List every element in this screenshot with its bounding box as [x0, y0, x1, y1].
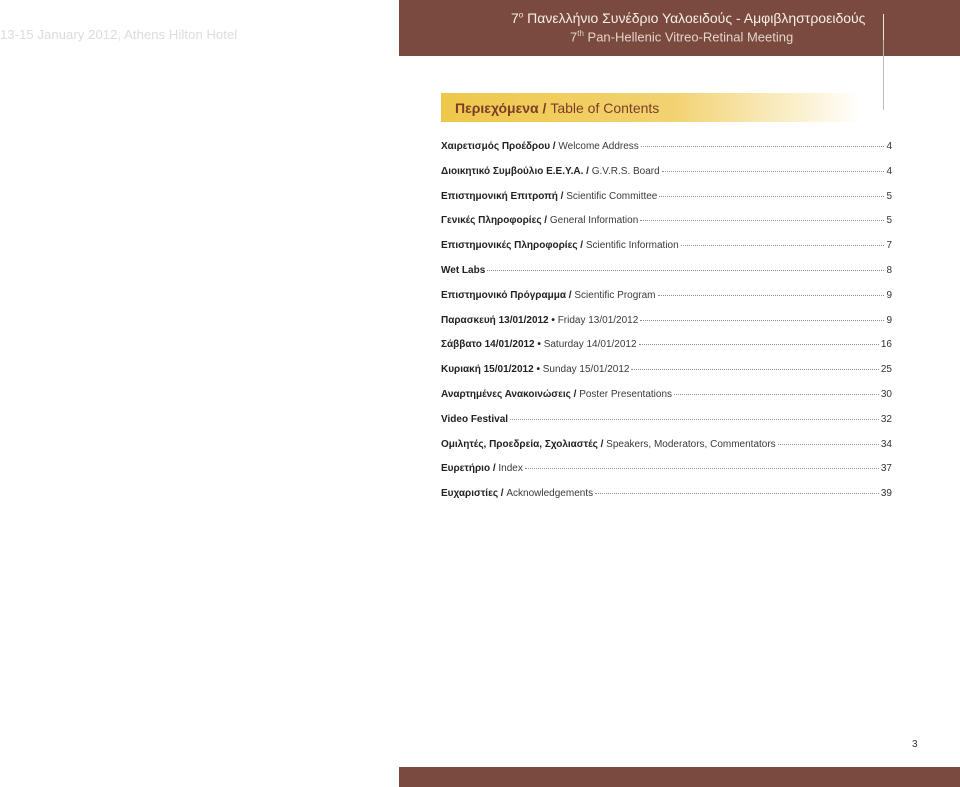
- page-number: 3: [912, 739, 918, 750]
- toc-entry[interactable]: [441, 488, 892, 513]
- toc-entry[interactable]: [441, 339, 892, 364]
- toc-entry-page: 16: [880, 339, 892, 351]
- vertical-divider-top: [883, 14, 884, 40]
- toc-entry-page: 34: [880, 438, 892, 450]
- toc-entry-greek-title: Ευρετήριο /: [441, 463, 496, 475]
- header-band: [399, 0, 960, 56]
- toc-entry-greek-title: Video Festival: [441, 413, 509, 425]
- toc-entry[interactable]: [441, 191, 892, 216]
- toc-entry[interactable]: [441, 439, 892, 464]
- toc-entry-english-title: G.V.R.S. Board: [591, 165, 660, 177]
- toc-entry-greek-title: Σάββατο 14/01/2012 •: [441, 339, 541, 351]
- toc-entry-page: 4: [886, 165, 892, 177]
- toc-entry-english-title: Friday 13/01/2012: [557, 314, 639, 326]
- toc-leader-dots: [659, 196, 884, 197]
- toc-leader-dots: [778, 444, 879, 445]
- toc-entry[interactable]: [441, 265, 892, 290]
- toc-entry[interactable]: [441, 290, 892, 315]
- toc-leader-dots: [658, 295, 885, 296]
- toc-leader-dots: [639, 344, 879, 345]
- toc-entry-greek-title: Επιστημονικές Πληροφορίες /: [441, 240, 584, 252]
- toc-entry-page: 5: [886, 215, 892, 227]
- toc-heading-bar: [441, 93, 861, 122]
- toc-entry-page: 9: [886, 314, 892, 326]
- toc-leader-dots: [631, 369, 878, 370]
- toc-entry-english-title: Acknowledgements: [506, 488, 594, 500]
- toc-entry-page: 39: [880, 488, 892, 500]
- toc-entry-greek-title: Επιστημονικό Πρόγραμμα /: [441, 289, 572, 301]
- event-dates-venue: 13-15 January 2012, Athens Hilton Hotel: [0, 27, 238, 42]
- toc-entry-english-title: Poster Presentations: [579, 388, 673, 400]
- toc-leader-dots: [510, 419, 879, 420]
- toc-entry-greek-title: Wet Labs: [441, 264, 486, 276]
- toc-entry-english-title: Scientific Committee: [566, 190, 658, 202]
- toc-entry-greek-title: Ευχαριστίες /: [441, 488, 504, 500]
- toc-leader-dots: [640, 320, 884, 321]
- toc-entry-english-title: Scientific Program: [574, 289, 656, 301]
- toc-entry-page: 4: [886, 141, 892, 152]
- toc-entry[interactable]: [441, 240, 892, 265]
- toc-leader-dots: [681, 245, 885, 246]
- toc-entry-greek-title: Ομιλητές, Προεδρεία, Σχολιαστές /: [441, 438, 604, 450]
- toc-entry-english-title: Scientific Information: [585, 240, 679, 252]
- toc-entry-page: 9: [886, 289, 892, 301]
- toc-heading: Περιεχόμενα / Table of Contents: [455, 100, 660, 116]
- toc-entry-english-title: General Information: [549, 215, 639, 227]
- conference-title-english: 7th Pan-Hellenic Vitreo-Retinal Meeting: [570, 29, 794, 45]
- toc-entry-page: 8: [886, 264, 892, 276]
- toc-leader-dots: [487, 270, 884, 271]
- toc-leader-dots: [674, 394, 879, 395]
- toc-leader-dots: [525, 468, 879, 469]
- toc-leader-dots: [640, 220, 884, 221]
- toc-entry-english-title: Sunday 15/01/2012: [542, 364, 630, 376]
- toc-entry-english-title: Saturday 14/01/2012: [543, 339, 637, 351]
- toc-entry-greek-title: Παρασκευή 13/01/2012 •: [441, 314, 555, 326]
- toc-leader-dots: [662, 171, 885, 172]
- footer-band: [399, 767, 960, 787]
- toc-entry-english-title: Welcome Address: [558, 141, 639, 152]
- toc-entry[interactable]: [441, 215, 892, 240]
- toc-entry-english-title: Speakers, Moderators, Commentators: [606, 438, 776, 450]
- toc-entry[interactable]: [441, 141, 892, 166]
- toc-entry[interactable]: [441, 463, 892, 488]
- toc-entry-greek-title: Γενικές Πληροφορίες /: [441, 215, 548, 227]
- toc-entry[interactable]: [441, 364, 892, 389]
- conference-title-greek: $7^o$ Πανελλήνιο Συνέδριο Υαλοειδούς - Αμφιβληστροειδούς: [511, 10, 866, 26]
- toc-entry-greek-title: Αναρτημένες Ανακοινώσεις /: [441, 388, 577, 400]
- toc-entry-page: 5: [886, 190, 892, 202]
- toc-entry-english-title: Index: [498, 463, 523, 475]
- toc-entry[interactable]: [441, 166, 892, 191]
- toc-entry-greek-title: Χαιρετισμός Προέδρου /: [441, 141, 556, 152]
- toc-entry-greek-title: Διοικητικό Συμβούλιο Ε.Ε.Υ.Α. /: [441, 165, 589, 177]
- toc-entry-greek-title: Επιστημονική Επιτροπή /: [441, 190, 564, 202]
- toc-entry-greek-title: Κυριακή 15/01/2012 •: [441, 364, 540, 376]
- toc-entry[interactable]: [441, 414, 892, 439]
- toc-entry-page: 32: [880, 413, 892, 425]
- toc-entry-page: 30: [880, 388, 892, 400]
- toc-entry-page: 7: [886, 240, 892, 252]
- toc-leader-dots: [595, 493, 879, 494]
- toc-entry[interactable]: [441, 315, 892, 340]
- toc-entry-page: 25: [880, 364, 892, 376]
- toc-entry[interactable]: [441, 389, 892, 414]
- toc-leader-dots: [641, 146, 885, 147]
- table-of-contents: [441, 141, 892, 513]
- toc-entry-page: 37: [880, 463, 892, 475]
